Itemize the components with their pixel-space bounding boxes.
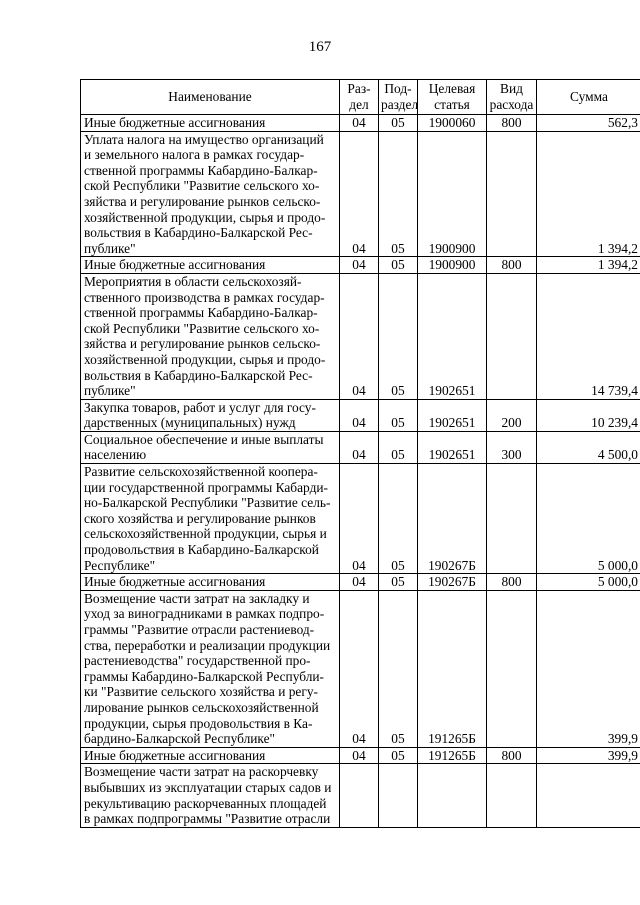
cell-vid-raskhoda: 800 — [487, 574, 537, 591]
cell-name: Возмещение части затрат на закладку и уход за виноградниками в рамках подпро- граммы "Развитие отрасли растениевод- ства, переработки и реализации продукции растениеводства" государственной про- граммы Кабардино-Балкарской Республи- ки "Развитие сельского хозяйства и регу- лирование рынков сельскохозяйственной продукции, сырья продовольствия в Ка- бардино-Балкарской Республике" — [81, 590, 340, 747]
cell-name: Мероприятия в области сельскохозяй- ственного производства в рамках государ- ственной программы Кабардино-Балкар- ской Республики "Развитие сельского хо- зяйства и регулирование рынков сельско- хозяйственной продукции, сырья и продо- вольствия в Кабардино-Балкарской Рес- публике" — [81, 273, 340, 399]
header-razdel: Раз- дел — [340, 80, 379, 115]
cell-summa — [537, 764, 640, 827]
cell-podrazdel: 05 — [379, 399, 418, 431]
table-header-row — [81, 80, 640, 115]
cell-razdel: 04 — [340, 574, 379, 591]
header-summa: Сумма — [537, 80, 640, 115]
page-number: 167 — [308, 39, 332, 55]
table-row — [81, 399, 640, 431]
cell-vid-raskhoda: 300 — [487, 431, 537, 463]
cell-summa: 10 239,4 — [537, 399, 640, 431]
cell-podrazdel: 05 — [379, 574, 418, 591]
cell-tselevaya-statya: 1902651 — [418, 273, 487, 399]
cell-summa: 399,9 — [537, 747, 640, 764]
cell-summa: 1 394,2 — [537, 257, 640, 274]
cell-summa: 5 000,0 — [537, 574, 640, 591]
table-row — [81, 747, 640, 764]
cell-summa: 14 739,4 — [537, 273, 640, 399]
cell-summa: 4 500,0 — [537, 431, 640, 463]
cell-tselevaya-statya: 191265Б — [418, 747, 487, 764]
cell-podrazdel: 05 — [379, 431, 418, 463]
cell-name: Возмещение части затрат на раскорчевку выбывших из эксплуатации старых садов и рекультивацию раскорчеванных площадей в рамках подпрограммы "Развитие отрасли — [81, 764, 340, 827]
cell-tselevaya-statya: 1902651 — [418, 399, 487, 431]
header-name: Наименование — [81, 80, 340, 115]
cell-name: Иные бюджетные ассигнования — [81, 747, 340, 764]
header-podrazdel: Под- раздел — [379, 80, 418, 115]
cell-razdel: 04 — [340, 257, 379, 274]
cell-podrazdel: 05 — [379, 747, 418, 764]
cell-razdel: 04 — [340, 131, 379, 257]
cell-podrazdel: 05 — [379, 590, 418, 747]
cell-name: Социальное обеспечение и иные выплаты населению — [81, 431, 340, 463]
table-row — [81, 590, 640, 747]
budget-table — [80, 79, 640, 828]
cell-name: Иные бюджетные ассигнования — [81, 574, 340, 591]
cell-vid-raskhoda — [487, 590, 537, 747]
cell-tselevaya-statya: 191265Б — [418, 590, 487, 747]
cell-vid-raskhoda: 800 — [487, 257, 537, 274]
cell-podrazdel: 05 — [379, 273, 418, 399]
cell-tselevaya-statya: 1900900 — [418, 131, 487, 257]
table-row — [81, 431, 640, 463]
cell-podrazdel: 05 — [379, 131, 418, 257]
cell-podrazdel: 05 — [379, 257, 418, 274]
cell-vid-raskhoda: 800 — [487, 747, 537, 764]
cell-name: Уплата налога на имущество организаций и земельного налога в рамках государ- ственной программы Кабардино-Балкар- ской Республики "Развитие сельского хо- зяйства и регулирование рынков сельско- хозяйственной продукции, сырья и продо- вольствия в Кабардино-Балкарской Рес- публике" — [81, 131, 340, 257]
cell-podrazdel: 05 — [379, 464, 418, 574]
cell-vid-raskhoda — [487, 464, 537, 574]
cell-summa: 5 000,0 — [537, 464, 640, 574]
table-row — [81, 257, 640, 274]
cell-vid-raskhoda — [487, 764, 537, 827]
cell-vid-raskhoda: 200 — [487, 399, 537, 431]
cell-tselevaya-statya: 1900900 — [418, 257, 487, 274]
cell-razdel: 04 — [340, 590, 379, 747]
table-body — [81, 115, 640, 828]
cell-tselevaya-statya: 190267Б — [418, 464, 487, 574]
cell-name: Развитие сельскохозяйственной коопера- ции государственной программы Кабарди- но-Балкарской Республики "Развитие сель- ского хозяйства и регулирование рынков сельскохозяйственной продукции, сырья и продовольствия в Кабардино-Балкарской Республике" — [81, 464, 340, 574]
cell-name: Закупка товаров, работ и услуг для госу- дарственных (муниципальных) нужд — [81, 399, 340, 431]
table-row — [81, 115, 640, 132]
header-vid-raskhoda: Вид расхода — [487, 80, 537, 115]
header-tselevaya-statya: Целевая статья — [418, 80, 487, 115]
cell-razdel: 04 — [340, 464, 379, 574]
cell-vid-raskhoda: 800 — [487, 115, 537, 132]
cell-razdel: 04 — [340, 431, 379, 463]
table-row — [81, 764, 640, 827]
cell-razdel: 04 — [340, 399, 379, 431]
cell-tselevaya-statya — [418, 764, 487, 827]
cell-name: Иные бюджетные ассигнования — [81, 115, 340, 132]
cell-podrazdel: 05 — [379, 115, 418, 132]
cell-summa: 1 394,2 — [537, 131, 640, 257]
table-row — [81, 131, 640, 257]
cell-tselevaya-statya: 190267Б — [418, 574, 487, 591]
cell-razdel: 04 — [340, 747, 379, 764]
cell-summa: 562,3 — [537, 115, 640, 132]
cell-vid-raskhoda — [487, 131, 537, 257]
cell-summa: 399,9 — [537, 590, 640, 747]
cell-razdel: 04 — [340, 115, 379, 132]
table-row — [81, 464, 640, 574]
cell-tselevaya-statya: 1902651 — [418, 431, 487, 463]
cell-vid-raskhoda — [487, 273, 537, 399]
table-row — [81, 574, 640, 591]
cell-razdel: 04 — [340, 273, 379, 399]
table-row — [81, 273, 640, 399]
cell-name: Иные бюджетные ассигнования — [81, 257, 340, 274]
cell-tselevaya-statya: 1900060 — [418, 115, 487, 132]
cell-podrazdel — [379, 764, 418, 827]
cell-razdel — [340, 764, 379, 827]
